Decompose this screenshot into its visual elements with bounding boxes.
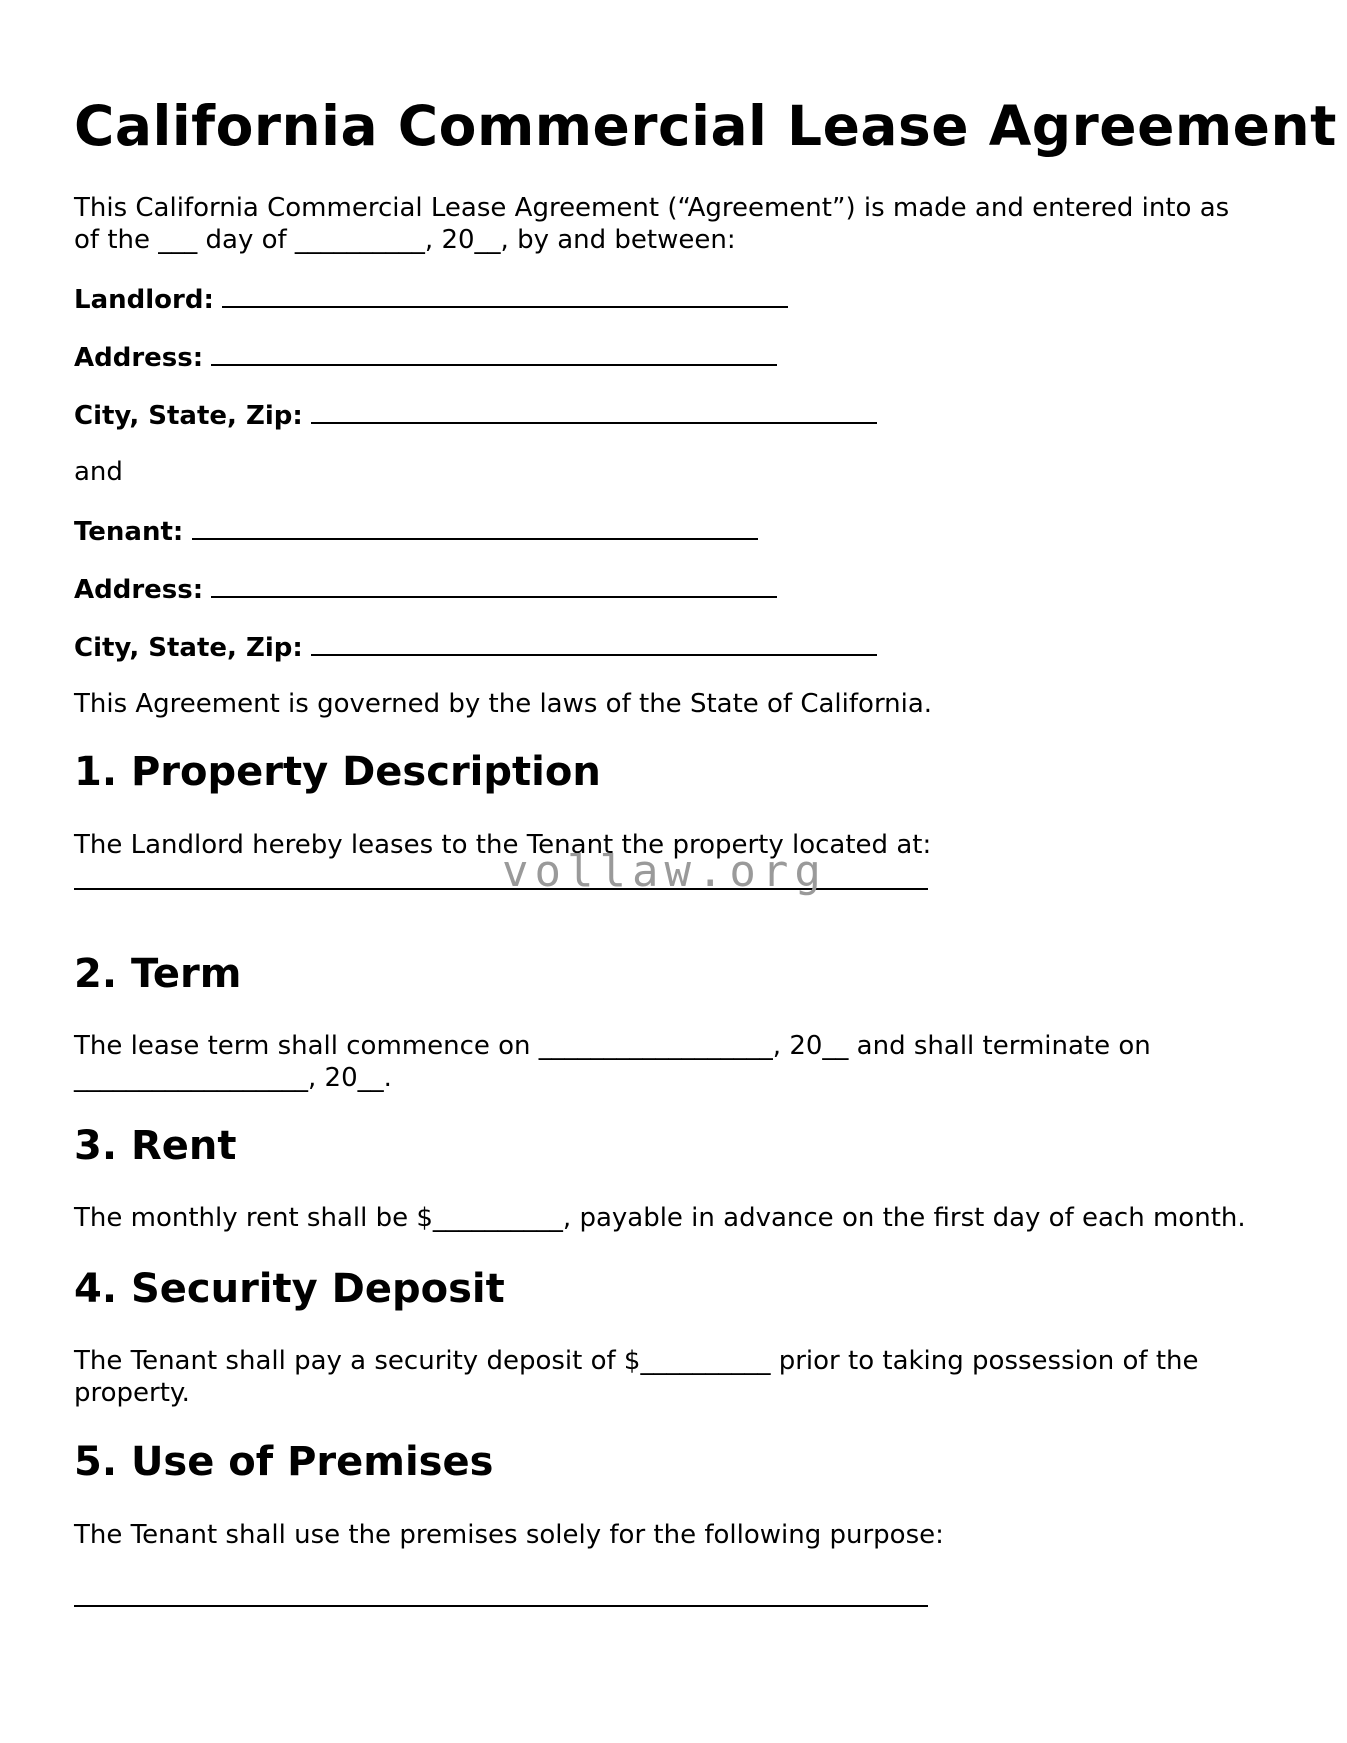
section-heading-deposit: 4. Security Deposit (74, 1266, 505, 1312)
landlord-city-label: City, State, Zip: (74, 401, 303, 431)
use-purpose-blank[interactable] (74, 1605, 928, 1607)
landlord-label: Landlord: (74, 285, 214, 315)
landlord-address-label: Address: (74, 343, 204, 373)
use-text: The Tenant shall use the premises solely for the following purpose: (74, 1520, 944, 1550)
section-heading-rent: 3. Rent (74, 1123, 237, 1169)
document-title: California Commercial Lease Agreement (74, 94, 1337, 158)
term-line-2: __________________, 20__. (74, 1063, 392, 1093)
tenant-address-row (74, 572, 777, 606)
landlord-address-row (74, 340, 777, 374)
section-heading-use: 5. Use of Premises (74, 1439, 494, 1485)
tenant-label: Tenant: (74, 517, 184, 547)
tenant-blank[interactable] (192, 514, 758, 540)
landlord-row (74, 282, 788, 316)
deposit-line-1: The Tenant shall pay a security deposit of $__________ prior to taking possession of the (74, 1346, 1199, 1376)
landlord-address-blank[interactable] (211, 340, 777, 366)
deposit-line-2: property. (74, 1378, 190, 1408)
tenant-city-label: City, State, Zip: (74, 633, 303, 663)
tenant-address-blank[interactable] (211, 572, 777, 598)
intro-line-2: of the ___ day of __________, 20__, by and between: (74, 225, 736, 255)
landlord-blank[interactable] (222, 282, 788, 308)
section-heading-property: 1. Property Description (74, 749, 601, 795)
watermark-text: vollaw.org (502, 846, 827, 897)
property-text: The Landlord hereby leases to the Tenant the property located at: (74, 830, 932, 860)
landlord-city-blank[interactable] (311, 398, 877, 424)
tenant-city-row (74, 630, 877, 664)
intro-line-1: This California Commercial Lease Agreement (“Agreement”) is made and entered into as (74, 193, 1230, 223)
landlord-city-row (74, 398, 877, 432)
rent-text: The monthly rent shall be $__________, payable in advance on the first day of each month. (74, 1203, 1246, 1233)
tenant-address-label: Address: (74, 575, 204, 605)
tenant-row (74, 514, 758, 548)
tenant-city-blank[interactable] (311, 630, 877, 656)
section-heading-term: 2. Term (74, 951, 242, 997)
governing-law-text: This Agreement is governed by the laws of the State of California. (74, 689, 933, 719)
term-line-1: The lease term shall commence on __________________, 20__ and shall terminate on (74, 1031, 1151, 1061)
and-text: and (74, 457, 123, 487)
